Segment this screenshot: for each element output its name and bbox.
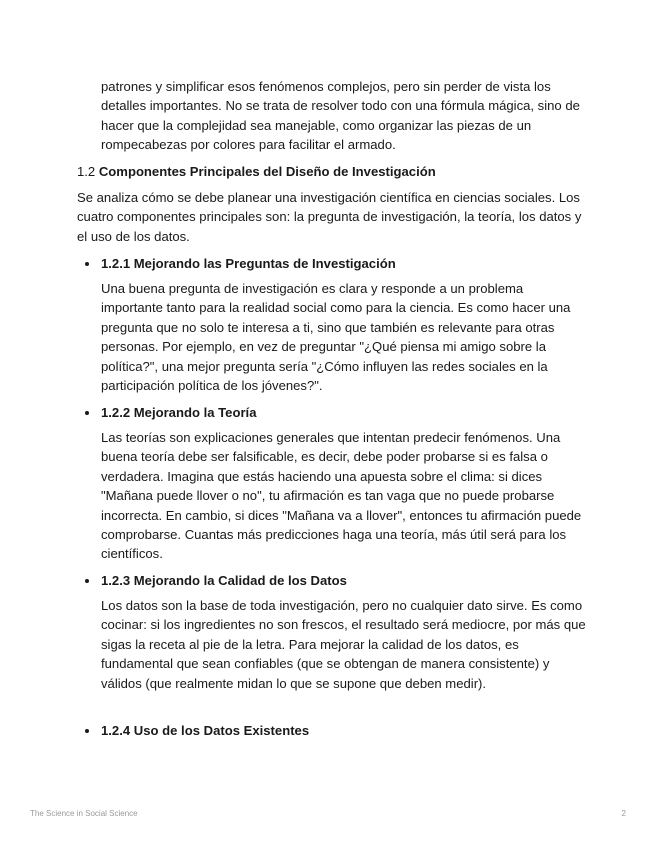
subsection-body: Una buena pregunta de investigación es clara y responde a un problema importante tanto para la realidad social como para la ciencia. Es como hacer una pregunta que no solo te interesa a ti, sino que también es relevante para otras personas. Por ejemplo, en vez de preguntar "¿Qué piensa mi amigo sobre la política?", una mejor pregunta sería "¿Cómo influyen las redes sociales en la participación política de los jóvenes?". — [101, 281, 571, 394]
intro-paragraph: patrones y simplificar esos fenómenos complejos, pero sin perder de vista los detalles importantes. No se trata de resolver todo con una fórmula mágica, sino de hacer que la complejidad sea manejable, como organizar las piezas de un rompecabezas por colores para facilitar el armado. — [101, 79, 580, 153]
subsection-heading: 1.2.2 Mejorando la Teoría — [101, 405, 257, 420]
bullet-icon — [85, 579, 89, 583]
section-title: Componentes Principales del Diseño de Investigación — [98, 164, 436, 179]
subsection-heading: 1.2.1 Mejorando las Preguntas de Investigación — [101, 256, 396, 271]
page-number: 2 — [621, 809, 626, 818]
section-intro-paragraph: Se analiza cómo se debe planear una investigación científica en ciencias sociales. Los cuatro componentes principales son: la pregunta de investigación, la teoría, los datos y el uso de los datos. — [77, 190, 582, 244]
section-number: 1.2 — [77, 164, 96, 179]
bullet-icon — [85, 411, 89, 415]
subsection-heading: 1.2.4 Uso de los Datos Existentes — [101, 723, 310, 738]
bullet-icon — [85, 262, 89, 266]
subsection-body: Los datos son la base de toda investigación, pero no cualquier dato sirve. Es como cocinar: si los ingredientes no son frescos, el resultado será mediocre, por más que sigas la receta al pie de la letra. Para mejorar la calidad de los datos, es fundamental que sean confiables (que se obtengan de manera consistente) y válidos (que realmente midan lo que se supone que deben medir). — [101, 598, 586, 691]
footer-title: The Science in Social Science — [30, 809, 138, 818]
subsection-body: Las teorías son explicaciones generales que intentan predecir fenómenos. Una buena teoría debe ser falsificable, es decir, debe poder probarse si es falsa o verdadera. Imagina que estás haciendo una apuesta sobre el clima: si dices "Mañana puede llover o no", tu afirmación es tan vaga que no puede probarse incorrecta. En cambio, si dices "Mañana va a llover", entonces tu afirmación puede comprobarse. Cuantas más predicciones haga una teoría, más útil será para los científicos. — [101, 430, 582, 562]
bullet-icon — [85, 729, 89, 733]
section-heading — [77, 162, 436, 181]
subsection-heading: 1.2.3 Mejorando la Calidad de los Datos — [101, 573, 347, 588]
